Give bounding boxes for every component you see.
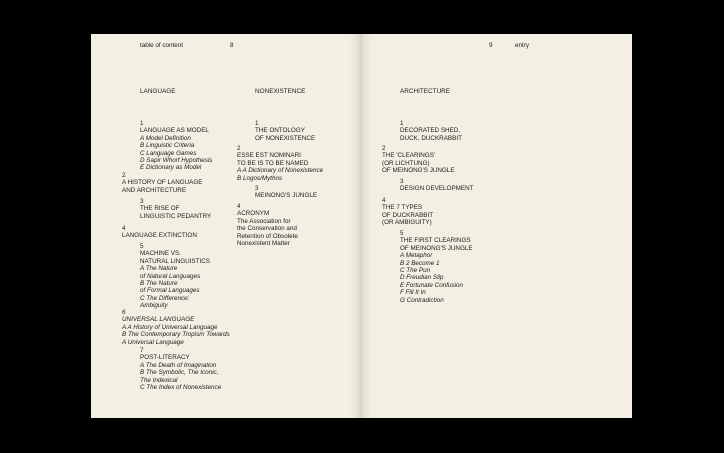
subentry: D Freudian Slip (400, 274, 444, 282)
entry-title: THE 'CLEARINGS' (382, 152, 436, 160)
entry-title: DESIGN DEVELOPMENT (400, 185, 474, 193)
subentry: F Fill It In (400, 289, 426, 297)
subentry: B Logos/Mythos (237, 174, 283, 182)
entry-text: The Association for (237, 217, 291, 225)
entry-number: 2 (122, 172, 126, 179)
toc-entry (400, 230, 473, 304)
entry-number: 1 (255, 120, 259, 127)
column-heading-nonexistence: NONEXISTENCE (255, 88, 306, 95)
subentry: C The Index of Nonexistence (140, 384, 222, 392)
page-number-right: 9 (489, 42, 493, 49)
running-header-left: table of content (140, 42, 184, 49)
entry-title: THE FIRST CLEARINGS (400, 237, 471, 245)
entry-title: MEINONG'S JUNGLE (255, 192, 318, 200)
entry-title: NATURAL LINGUISTICS (140, 257, 210, 265)
subentry: The Indexical (140, 376, 178, 384)
entry-title: THE ONTOLOGY (255, 127, 305, 135)
entry-number: 4 (237, 203, 241, 210)
toc-entry (400, 120, 462, 142)
toc-entry (122, 172, 203, 194)
entry-title: LANGUAGE EXTINCTION (122, 232, 197, 240)
toc-entry (255, 120, 315, 142)
subentry: of Natural Languages (140, 272, 201, 280)
subentry: B 2 Become 1 (400, 259, 440, 267)
page-number-left: 8 (230, 42, 234, 49)
subentry: A The Nature (140, 265, 178, 273)
entry-title: (OR LICHTUNG) (382, 159, 430, 167)
column-heading-language: LANGUAGE (140, 88, 176, 95)
entry-title: LANGUAGE AS MODEL (140, 127, 209, 135)
entry-title: POST-LITERACY (140, 354, 190, 362)
entry-title: OF DUCKRABBIT (382, 211, 434, 219)
entry-number: 4 (382, 197, 386, 204)
entry-number: 5 (400, 230, 404, 237)
entry-number: 1 (140, 120, 144, 127)
toc-entry (140, 347, 221, 391)
entry-title: THE 7 TYPES (382, 204, 423, 212)
entry-number: 4 (122, 225, 126, 232)
entry-title: DECORATED SHED, (400, 127, 461, 135)
entry-text: Retention of Obsolete (237, 232, 298, 240)
entry-title: MACHINE VS. (140, 250, 181, 258)
subentry: A Universal Language (122, 338, 184, 346)
subentry: E Dictionary as Model (140, 164, 202, 172)
toc-entry (140, 120, 212, 172)
toc-entry (140, 198, 211, 220)
entry-number: 5 (140, 243, 144, 250)
entry-number: 6 (122, 309, 126, 316)
subentry: C The Pun (400, 267, 431, 275)
entry-title: OF MEINONG'S JUNGLE (382, 167, 455, 175)
entry-number: 2 (382, 145, 386, 152)
toc-entry (400, 178, 473, 193)
entry-title: UNIVERSAL LANGUAGE (122, 316, 195, 324)
entry-text: the Conservation and (237, 225, 297, 233)
entry-title: ESSE EST NOMINARI (237, 152, 301, 160)
subentry: C Language Games (140, 149, 197, 157)
entry-title: DUCK, DUCKRABBIT (400, 134, 462, 142)
subentry: B The Nature (140, 280, 178, 288)
entry-title: (OR AMBIGUITY) (382, 219, 432, 227)
subentry: D Sapir Whorf Hypothesis (140, 157, 213, 165)
entry-number: 1 (400, 120, 404, 127)
toc-entry (122, 309, 230, 346)
subentry: A A History of Universal Language (122, 323, 218, 331)
toc-entry (382, 145, 455, 175)
entry-number: 7 (140, 347, 144, 354)
entry-title: LINGUISTIC PEDANTRY (140, 212, 212, 220)
running-header-right: entry (515, 42, 529, 49)
entry-title: A HISTORY OF LANGUAGE (122, 179, 203, 187)
subentry: C The Difference: (140, 294, 190, 302)
entry-title: OF NONEXISTENCE (255, 134, 316, 142)
toc-entry (255, 185, 317, 200)
entry-number: 3 (140, 198, 144, 205)
subentry: A Metaphor (400, 252, 433, 260)
entry-title: TO BE IS TO BE NAMED (237, 159, 309, 167)
entry-text: Nonexistent Matter (237, 240, 290, 248)
subentry: Ambiguity (140, 302, 168, 310)
toc-entry (237, 145, 323, 182)
book-gutter (349, 34, 373, 418)
subentry: B The Symbolic, The Iconic, (140, 369, 219, 377)
entry-title: ACRONYM (237, 210, 270, 218)
entry-number: 2 (237, 145, 241, 152)
toc-entry (237, 203, 298, 247)
subentry: B The Contemporary Tropism Towards (122, 331, 230, 339)
entry-title: OF MEINONG'S JUNGLE (400, 244, 473, 252)
entry-number: 3 (255, 185, 259, 192)
toc-entry (140, 243, 210, 310)
subentry: G Contradiction (400, 296, 444, 304)
subentry: A A Dictionary of Nonexistence (237, 167, 324, 175)
toc-entry (382, 197, 433, 227)
subentry: A Model Definition (140, 134, 191, 142)
subentry: E Fortunate Confusion (400, 281, 464, 289)
column-heading-architecture: ARCHITECTURE (400, 88, 451, 95)
subentry: A The Death of Imagination (140, 361, 217, 369)
entry-title: AND ARCHITECTURE (122, 186, 187, 194)
subentry: B Linguistic Criteria (140, 142, 195, 150)
toc-entry (122, 225, 197, 240)
entry-number: 3 (400, 178, 404, 185)
entry-title: THE RISE OF (140, 205, 180, 213)
subentry: of Formal Languages (140, 287, 200, 295)
